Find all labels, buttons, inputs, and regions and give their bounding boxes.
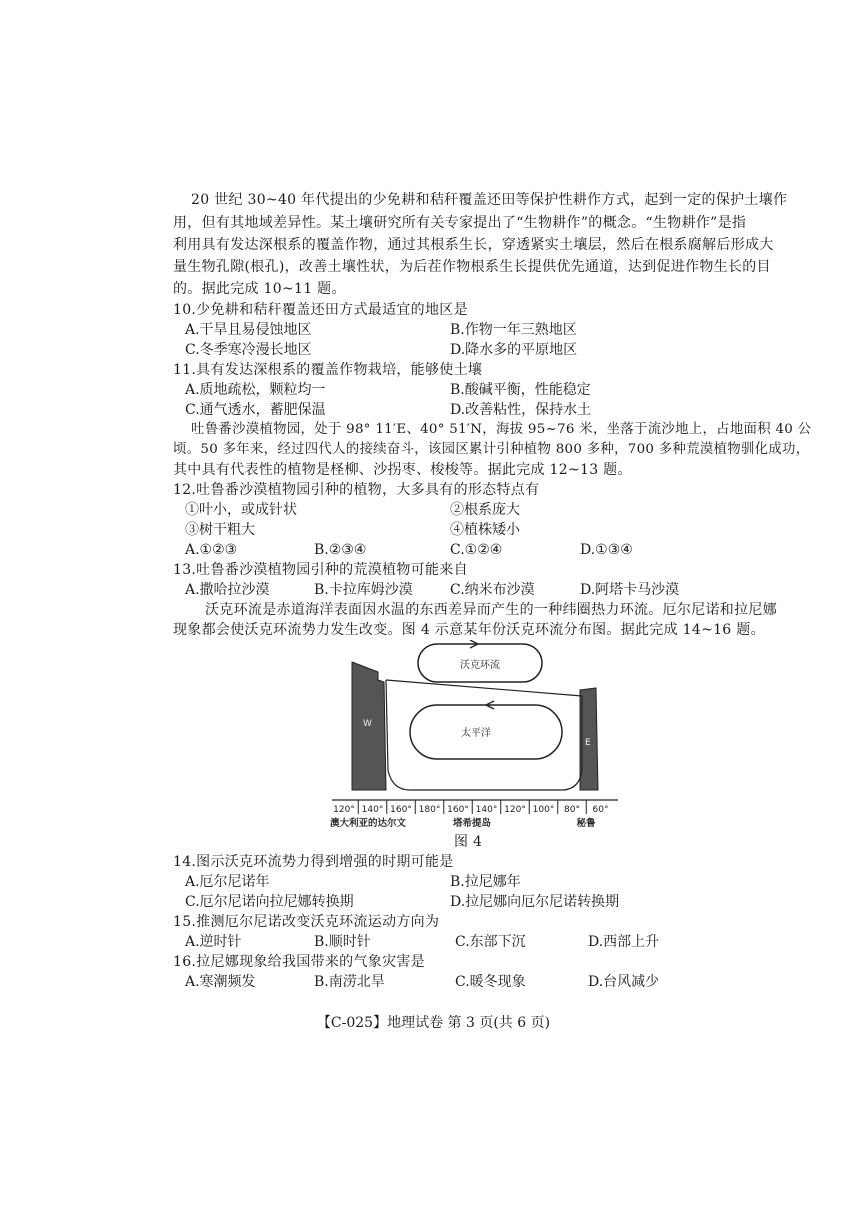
intro2-line3: 其中具有代表性的植物是柽柳、沙拐枣、梭梭等。据此完成 12~13 题。 (173, 462, 632, 478)
q13-stem: 13.吐鲁番沙漠植物园引种的荒漠植物可能来自 (173, 562, 468, 578)
q11-option-a: A.质地疏松，颗粒均一 (185, 382, 326, 398)
q13-option-c: C.纳米布沙漠 (450, 582, 535, 598)
longitude-ticks (333, 800, 608, 815)
q13-option-d: D.阿塔卡马沙漠 (580, 582, 680, 598)
q15-stem: 15.推测厄尔尼诺改变沃克环流运动方向为 (173, 914, 440, 930)
q11-option-d: D.改善粘性，保持水土 (450, 402, 592, 418)
west-letter: W (363, 719, 372, 729)
q10-option-c: C.冬季寒冷漫长地区 (185, 342, 312, 358)
q12-option-a: A.①②③ (185, 542, 238, 558)
q14-option-c: C.厄尔尼诺向拉尼娜转换期 (185, 894, 354, 910)
q12-option-d: D.①③④ (580, 542, 633, 558)
longitude-tick-label: 140° (361, 805, 384, 815)
intro2-line2: 顷。50 多年来，经过四代人的接续奋斗，该园区累计引种植物 800 多种，700 多种荒漠植物驯化成功， (173, 442, 810, 457)
q10-stem: 10.少免耕和秸秆覆盖还田方式最适宜的地区是 (173, 302, 468, 318)
q16-option-b: B.南涝北旱 (314, 974, 385, 990)
q12-option-c: C.①②④ (450, 542, 503, 558)
longitude-tick-label: 140° (475, 805, 498, 815)
q11-option-c: C.通气透水，蓄肥保温 (185, 402, 326, 418)
q15-option-c: C.东部下沉 (455, 934, 526, 950)
place-right: 秘鲁 (576, 818, 596, 829)
q12-stem: 12.吐鲁番沙漠植物园引种的植物，大多具有的形态特点有 (173, 482, 540, 498)
q10-option-a: A.干旱且易侵蚀地区 (185, 322, 312, 338)
figure-caption: 图 4 (454, 834, 483, 850)
q16-option-d: D.台风减少 (588, 974, 660, 990)
intro1-line3: 利用具有发达深根系的覆盖作物，通过其根系生长，穿透紧实土壤层，然后在根系腐解后形成大 (173, 237, 774, 253)
q12-item-4: ④植株矮小 (450, 522, 520, 538)
walker-circulation-diagram (330, 640, 620, 850)
place-mid: 塔希提岛 (452, 818, 492, 829)
intro1-line1: 20 世纪 30~40 年代提出的少免耕和秸秆覆盖还田等保护性耕作方式，起到一定的保护土壤作 (191, 192, 788, 208)
intro3-line2: 现象都会使沃克环流势力发生改变。图 4 示意某年份沃克环流分布图。据此完成 14~16 题。 (173, 622, 765, 638)
place-left: 澳大利亚的达尔文 (330, 818, 407, 829)
intro1-line4: 量生物孔隙(根孔)，改善土壤性状，为后茬作物根系生长提供优先通道，达到促进作物生长的目 (173, 259, 771, 275)
upper-loop-label: 沃克环流 (460, 660, 500, 671)
q16-stem: 16.拉尼娜现象给我国带来的气象灾害是 (173, 954, 425, 970)
longitude-tick-label: 120° (504, 805, 526, 815)
q11-option-b: B.酸碱平衡，性能稳定 (450, 382, 591, 398)
ocean-label: 太平洋 (461, 728, 491, 739)
intro2-line1: 吐鲁番沙漠植物园，处于 98° 11′E、40° 51′N，海拔 95~76 米，坐落于流沙地上，占地面积 40 公 (191, 422, 812, 437)
longitude-tick-label: 160° (390, 805, 412, 815)
longitude-tick-label: 60° (592, 805, 609, 815)
q14-option-d: D.拉尼娜向厄尔尼诺转换期 (450, 894, 620, 910)
q16-option-c: C.暖冬现象 (455, 974, 526, 990)
q10-option-d: D.降水多的平原地区 (450, 342, 578, 358)
intro1-line5: 的。据此完成 10~11 题。 (173, 281, 346, 297)
longitude-tick-label: 80° (564, 805, 580, 815)
q15-option-d: D.西部上升 (588, 934, 660, 950)
q12-item-2: ②根系庞大 (450, 502, 520, 518)
q14-option-a: A.厄尔尼诺年 (185, 874, 270, 890)
longitude-tick-label: 120° (333, 805, 355, 815)
q12-item-1: ①叶小，或成针状 (185, 502, 297, 518)
q13-option-b: B.卡拉库姆沙漠 (314, 582, 413, 598)
q12-item-3: ③树干粗大 (185, 522, 255, 538)
q14-option-b: B.拉尼娜年 (450, 874, 521, 890)
q14-stem: 14.图示沃克环流势力得到增强的时期可能是 (173, 854, 454, 870)
q15-option-a: A.逆时针 (185, 934, 242, 950)
q15-option-b: B.顺时针 (314, 934, 371, 950)
q16-option-a: A.寒潮频发 (185, 974, 256, 990)
east-letter: E (585, 738, 591, 748)
intro1-line2: 用，但有其地域差异性。某土壤研究所有关专家提出了“生物耕作”的概念。“生物耕作”是指 (173, 215, 747, 231)
longitude-tick-label: 160° (447, 805, 469, 815)
intro3-line1: 沃克环流是赤道海洋表面因水温的东西差异而产生的一种纬圈热力环流。厄尔尼诺和拉尼娜 (205, 602, 777, 618)
q13-option-a: A.撒哈拉沙漠 (185, 582, 270, 598)
q11-stem: 11.具有发达深根系的覆盖作物栽培，能够使土壤 (173, 362, 483, 378)
page-footer: 【C-025】地理试卷 第 3 页(共 6 页) (316, 1015, 551, 1031)
longitude-tick-label: 100° (532, 805, 555, 815)
q10-option-b: B.作物一年三熟地区 (450, 322, 577, 338)
longitude-tick-label: 180° (418, 805, 441, 815)
q12-option-b: B.②③④ (314, 542, 367, 558)
